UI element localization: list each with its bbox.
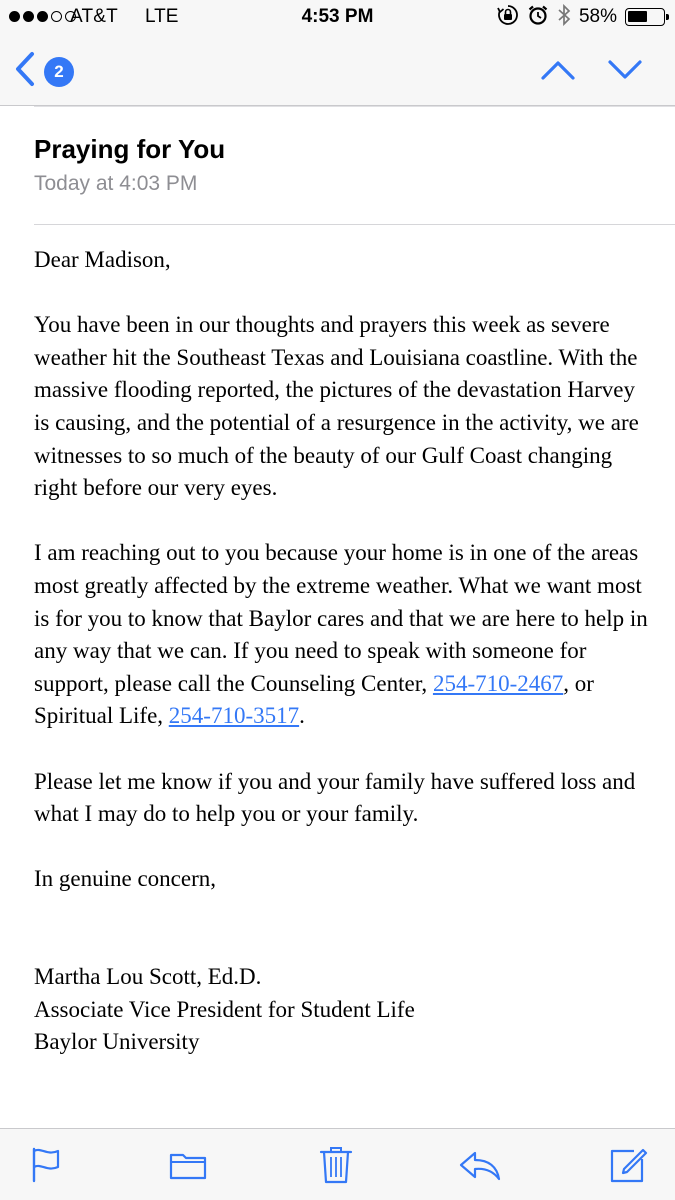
message-body	[34, 244, 654, 1059]
battery-percent: 58%	[578, 6, 617, 27]
message-date: Today at 4:03 PM	[34, 172, 198, 195]
alarm-icon	[527, 4, 549, 31]
bottom-toolbar	[0, 1128, 675, 1200]
folder-icon[interactable]	[166, 1145, 210, 1185]
network-type: LTE	[145, 6, 179, 27]
signature-title: Associate Vice President for Student Life	[34, 996, 415, 1022]
reply-icon[interactable]	[458, 1145, 502, 1185]
compose-icon[interactable]	[606, 1145, 650, 1185]
trash-icon[interactable]	[314, 1145, 358, 1185]
status-time: 4:53 PM	[301, 6, 374, 27]
next-message-icon[interactable]	[607, 54, 643, 89]
flag-icon[interactable]	[24, 1145, 68, 1185]
signature	[34, 961, 654, 1059]
body-paragraph-3: Please let me know if you and your family have suffered loss and what I may do to help you or your family.	[34, 768, 636, 827]
divider	[34, 224, 675, 225]
navigation-bar	[0, 36, 675, 106]
divider	[34, 106, 675, 107]
message-subject: Praying for You	[34, 134, 226, 164]
body-paragraph-2: I am reaching out to you because your home is in one of the areas most greatly affected by the extreme weather. What we want most is for you to know that Baylor cares and that we are here to help in any way that we can. If you need to speak with someone for support, please call the Counseling Center, 254-710-2467, or Spiritual Life, 254-710-3517.	[34, 540, 648, 729]
counseling-phone-link[interactable]: 254-710-2467	[432, 670, 564, 696]
carrier-name: AT&T	[70, 6, 118, 27]
body-paragraph-1: You have been in our thoughts and prayers this week as severe weather hit the Southeast Texas and Louisiana coastline. With the massive flooding reported, the pictures of the devastation Harvey is causing, and the potential of a resurgence in the activity, we are witnesses to so much of the beauty of our Gulf Coast changing right before our very eyes.	[34, 312, 639, 501]
signature-name: Martha Lou Scott, Ed.D.	[34, 964, 262, 990]
message-header	[0, 106, 675, 225]
status-bar	[0, 0, 675, 36]
greeting: Dear Madison,	[34, 247, 171, 272]
back-button[interactable]	[14, 50, 74, 93]
bluetooth-icon	[557, 4, 571, 31]
previous-message-icon[interactable]	[540, 54, 576, 89]
spiritual-life-phone-link[interactable]: 254-710-3517	[168, 703, 300, 729]
closing: In genuine concern,	[34, 866, 217, 892]
back-chevron-icon	[14, 50, 36, 93]
lock-rotation-icon	[497, 4, 519, 31]
battery-icon	[625, 8, 665, 26]
signature-org: Baylor University	[34, 1029, 200, 1055]
unread-count-badge: 2	[44, 57, 74, 87]
